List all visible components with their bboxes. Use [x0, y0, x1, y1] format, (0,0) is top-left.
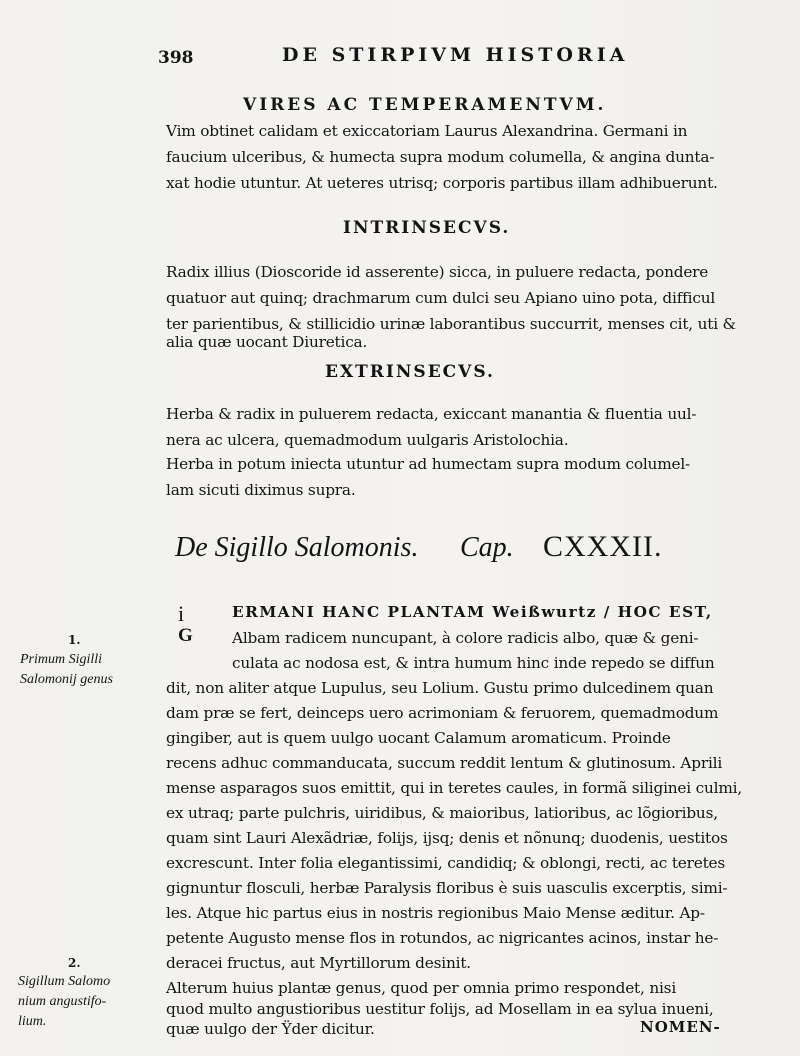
text-line: deracei fructus, aut Myrtillorum desinit. [166, 954, 471, 972]
section-heading-vires: VIRES AC TEMPERAMENTVM. [243, 95, 607, 115]
text-line: gignuntur flosculi, herbæ Paralysis floribus è suis uasculis excerptis, simi- [166, 879, 728, 897]
initial-mark: i [178, 601, 185, 626]
margin-note-line: Primum Sigilli [20, 652, 103, 667]
text-line: excrescunt. Inter folia elegantissimi, candidiq; & oblongi, recti, ac teretes [166, 854, 726, 872]
margin-note-line: Salomonij genus [20, 672, 113, 687]
chapter-title: De Sigillo Salomonis. [175, 532, 419, 563]
text-line: xat hodie utuntur. At ueteres utrisq; corporis partibus illam adhibuerunt. [166, 174, 718, 192]
text-line: Herba in potum iniecta utuntur ad humectam supra modum columel- [166, 455, 691, 473]
text-line: nera ac ulcera, quemadmodum uulgaris Aristolochia. [166, 431, 569, 449]
margin-note-number: 1. [68, 633, 81, 647]
chapter-intro-caps: ERMANI HANC PLANTAM Weißwurtz / HOC EST, [232, 603, 713, 621]
margin-note-line: nium angustifo- [18, 994, 107, 1009]
text-line: quatuor aut quinq; drachmarum cum dulci seu Apiano uino pota, difficul [166, 289, 716, 307]
text-line: quam sint Lauri Alexãdriæ, folijs, ijsq; denis et nõnunq; duodenis, uestitos [166, 829, 728, 847]
text-line: mense asparagos suos emittit, qui in teretes caules, in formã siliginei culmi, [166, 779, 742, 797]
text-line: faucium ulceribus, & humecta supra modum columella, & angina dunta- [166, 148, 715, 166]
text-line: quod multo angustioribus uestitur folijs, ad Mosellam in ea sylua inueni, [166, 1000, 714, 1018]
text-line: lam sicuti diximus supra. [166, 481, 356, 499]
text-line: quæ uulgo der Ÿder dicitur. [166, 1020, 375, 1038]
text-line: Albam radicem nuncupant, à colore radicis albo, quæ & geni- [232, 629, 699, 647]
text-line: petente Augusto mense flos in rotundos, ac nigricantes acinos, instar he- [166, 929, 719, 947]
section-heading-intrinsecus: INTRINSECVS. [343, 218, 511, 238]
text-line: ex utraq; parte pulchris, uiridibus, & maioribus, latioribus, ac lõgioribus, [166, 804, 718, 822]
text-line: Herba & radix in puluerem redacta, exiccant manantia & fluentia uul- [166, 405, 697, 423]
text-line: dit, non aliter atque Lupulus, seu Lolium. Gustu primo dulcedinem quan [166, 679, 714, 697]
text-line: Vim obtinet calidam et exiccatoriam Laurus Alexandrina. Germani in [166, 122, 688, 140]
text-line: recens adhuc commanducata, succum reddit lentum & glutinosum. Aprili [166, 754, 723, 772]
text-line: alia quæ uocant Diuretica. [166, 333, 368, 351]
text-line: ter parientibus, & stillicidio urinæ laborantibus succurrit, menses cit, uti & [166, 315, 736, 333]
page-number: 398 [158, 48, 194, 68]
catchword: NOMEN- [640, 1018, 721, 1036]
chapter-number: CXXXII. [543, 530, 663, 563]
text-line: les. Atque hic partus eius in nostris regionibus Maio Mense æditur. Ap- [166, 904, 705, 922]
running-head: DE STIRPIVM HISTORIA [282, 44, 629, 66]
section-heading-extrinsecus: EXTRINSECVS. [325, 362, 495, 382]
text-line: culata ac nodosa est, & intra humum hinc inde repedo se diffun [232, 654, 715, 672]
drop-initial: G [178, 625, 193, 646]
text-line: Alterum huius plantæ genus, quod per omnia primo respondet, nisi [166, 979, 677, 997]
text-line: gingiber, aut is quem uulgo uocant Calamum aromaticum. Proinde [166, 729, 671, 747]
chapter-cap-label: Cap. [460, 532, 514, 563]
text-line: dam præ se fert, deinceps uero acrimoniam & feruorem, quemadmodum [166, 704, 719, 722]
text-line: Radix illius (Dioscoride id asserente) sicca, in puluere redacta, pondere [166, 263, 709, 281]
margin-note-number: 2. [68, 956, 81, 970]
margin-note-line: lium. [18, 1014, 47, 1029]
margin-note-line: Sigillum Salomo [18, 974, 111, 989]
